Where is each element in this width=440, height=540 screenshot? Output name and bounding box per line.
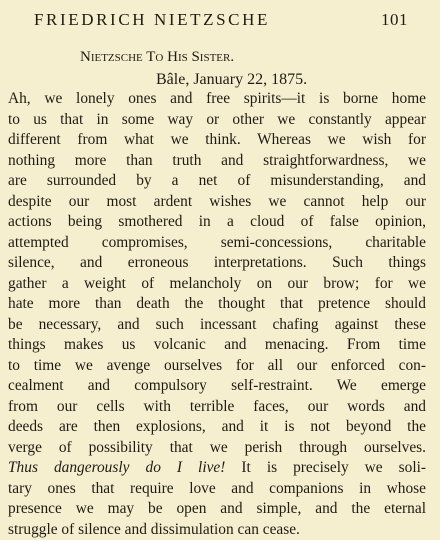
body-line: verge of possibility that we perish through ourselves.	[8, 438, 426, 459]
body-line: gather a weight of melancholy on our brow; for we	[8, 274, 426, 295]
body-line: despite our most ardent wishes we cannot help our	[8, 192, 426, 213]
body-line: to time we avenge ourselves for all our enforced con-	[8, 356, 426, 377]
closing-line: struggle of silence and dissimulation can cease.	[8, 520, 426, 540]
body-line: silence, and erroneous interpretations. Such things	[8, 253, 426, 274]
body-line: are surrounded by a net of misunderstanding, and	[8, 171, 426, 192]
body-line: attempted compromises, semi-concessions, charitable	[8, 233, 426, 254]
body-line: actions being smothered in a cloud of false opinion,	[8, 212, 426, 233]
emphasis-line-rest: It is precisely we soli-	[225, 459, 426, 476]
body-line: nothing more than truth and straightforwardness, we	[8, 151, 426, 172]
body-line: from our cells with terrible faces, our words and	[8, 397, 426, 418]
italic-phrase: Thus dangerously do I live!	[8, 459, 225, 476]
body-line: to us that in some way or other we constantly appear	[8, 110, 426, 131]
body-line: be necessary, and such incessant chafing against these	[8, 315, 426, 336]
body-line: different from what we think. Whereas we wish for	[8, 130, 426, 151]
closing-line: presence we may be open and simple, and the eternal	[8, 499, 426, 520]
letter-body	[8, 89, 426, 540]
emphasis-line	[8, 458, 426, 479]
running-head	[8, 10, 426, 34]
body-line: things makes us volcanic and menacing. From time	[8, 335, 426, 356]
body-line: cealment and compulsory self-restraint. We emerge	[8, 376, 426, 397]
letter-dateline: Bâle, January 22, 1875.	[8, 71, 426, 89]
body-line: Ah, we lonely ones and free spirits—it is borne home	[8, 89, 426, 110]
running-head-author: FRIEDRICH NIETZSCHE	[34, 10, 270, 30]
body-line: deeds are then explosions, and it is not beyond the	[8, 417, 426, 438]
body-line: hate more than death the thought that pretence should	[8, 294, 426, 315]
letter-heading: Nietzsche To His Sister.	[8, 49, 426, 71]
page-number: 101	[381, 10, 408, 30]
closing-line: tary ones that require love and companions in whose	[8, 479, 426, 500]
